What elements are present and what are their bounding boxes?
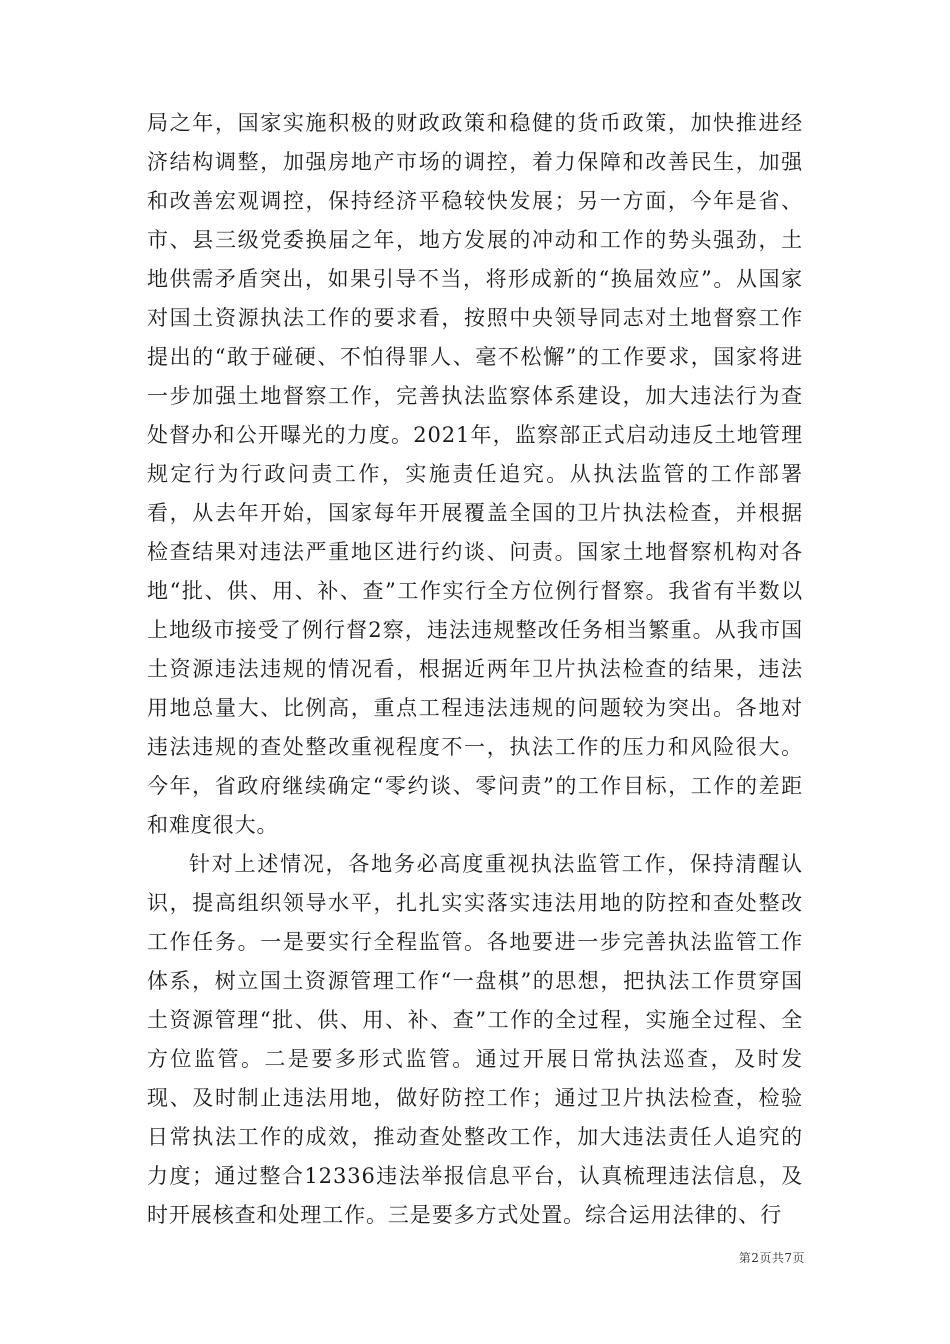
paragraph-1: 局之年，国家实施积极的财政政策和稳健的货币政策，加快推进经济结构调整，加强房地产市场的调控，着力保障和改善民生，加强和改善宏观调控，保持经济平稳较快发展；另一方面，今年是省、市、县三级党委换届之年，地方发展的冲动和工作的势头强劲，土地供需矛盾突出，如果引导不当，将形成新的“换届效应”。从国家对国土资源执法工作的要求看，按照中央领导同志对土地督察工作提出的“敢于碰硬、不怕得罪人、毫不松懈”的工作要求，国家将进一步加强土地督察工作，完善执法监察体系建设，加大违法行为查处督办和公开曝光的力度。2021年，监察部正式启动违反土地管理规定行为行政问责工作，实施责任追究。从执法监管的工作部署看，从去年开始，国家每年开展覆盖全国的卫片执法检查，并根据检查结果对违法严重地区进行约谈、问责。国家土地督察机构对各地“批、供、用、补、查”工作实行全方位例行督察。我省有半数以上地级市接受了例行督2察，违法违规整改任务相当繁重。从我市国土资源违法违规的情况看，根据近两年卫片执法检查的结果，违法用地总量大、比例高，重点工程违法违规的问题较为突出。各地对违法违规的查处整改重视程度不一，执法工作的压力和风险很大。今年，省政府继续确定“零约谈、零问责”的工作目标，工作的差距和难度很大。 bbox=[147, 111, 803, 837]
document-body bbox=[147, 104, 803, 1235]
paragraph-2: 针对上述情况，各地务必高度重视执法监管工作，保持清醒认识，提高组织领导水平，扎扎实实落实违法用地的防控和查处整改工作任务。一是要实行全程监管。各地要进一步完善执法监管工作体系，树立国土资源管理工作“一盘棋”的思想，把执法工作贯穿国土资源管理“批、供、用、补、查”工作的全过程，实施全过程、全方位监管。二是要多形式监管。通过开展日常执法巡查，及时发现、及时制止违法用地，做好防控工作；通过卫片执法检查，检验日常执法工作的成效，推动查处整改工作，加大违法责任人追究的力度；通过整合12336违法举报信息平台，认真梳理违法信息，及时开展核查和处理工作。三是要多方式处置。综合运用法律的、行 bbox=[147, 852, 803, 1227]
page-number: 第2页共7页 bbox=[738, 1251, 805, 1265]
